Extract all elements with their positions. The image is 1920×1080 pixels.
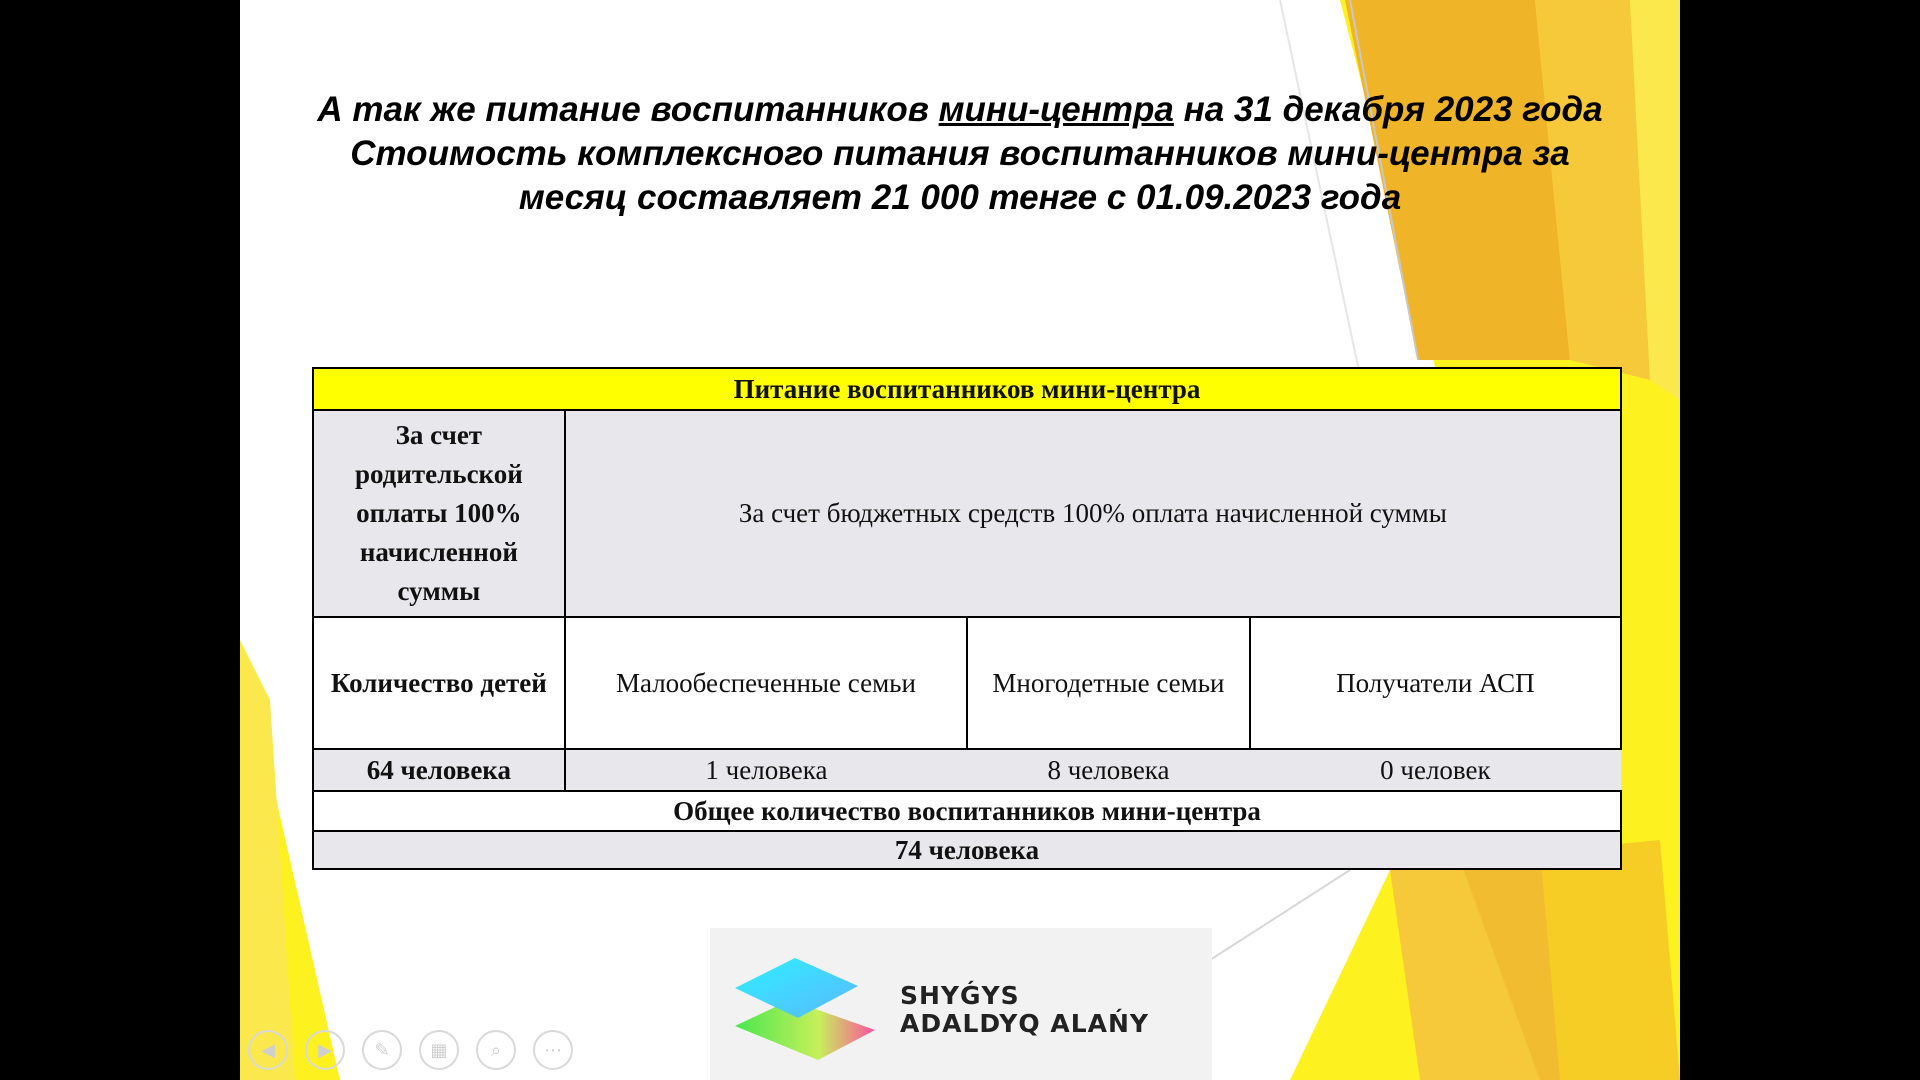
title-line-1-end: на 31 декабря 2023 года [1173, 90, 1603, 129]
total-value-row [313, 831, 1621, 869]
slides-grid-icon[interactable]: ▦ [419, 1030, 459, 1070]
pen-icon[interactable]: ✎ [362, 1030, 402, 1070]
low-income-value: 1 человека [565, 749, 967, 791]
category-row [313, 617, 1621, 749]
low-income-header: Малообеспеченные семьи [565, 617, 967, 749]
logo-text [900, 982, 1149, 1038]
zoom-icon[interactable]: ⌕ [476, 1030, 516, 1070]
title-line-3: месяц составляет 21 000 тенге с 01.09.2023 года [518, 178, 1402, 217]
table-header: Питание воспитанников мини-центра [313, 368, 1621, 410]
budget-payment-cell: За счет бюджетных средств 100% оплата начисленной суммы [565, 410, 1621, 617]
large-families-value: 8 человека [967, 749, 1250, 791]
asp-recipients-header: Получатели АСП [1250, 617, 1621, 749]
title-line-1-underlined: мини-центра [938, 90, 1174, 129]
nutrition-table [312, 367, 1622, 870]
asp-recipients-value: 0 человек [1250, 749, 1621, 791]
title-line-1-start: А так же питание воспитанников [317, 90, 939, 129]
children-count-value: 64 человека [313, 749, 565, 791]
large-families-header: Многодетные семьи [967, 617, 1250, 749]
presentation-slide [240, 0, 1680, 1080]
payment-source-row [313, 410, 1621, 617]
title-line-1 [280, 88, 1640, 132]
logo-text-line-1: SHYǴYS [900, 981, 1020, 1010]
total-value: 74 человека [313, 831, 1621, 869]
logo-text-line-2: ADALDYQ ALAŃY [900, 1009, 1150, 1038]
parent-payment-cell: За счет родительской оплаты 100% начисленной суммы [313, 410, 565, 617]
slide-title [280, 88, 1640, 220]
title-line-2: Стоимость комплексного питания воспитанников мини-центра за [350, 134, 1570, 173]
total-label-row [313, 791, 1621, 831]
more-options-icon[interactable]: ⋯ [533, 1030, 573, 1070]
organization-logo [710, 928, 1212, 1080]
table-header-row [313, 368, 1621, 410]
logo-mark-icon [730, 948, 880, 1068]
children-count-header: Количество детей [313, 617, 565, 749]
counts-row [313, 749, 1621, 791]
next-slide-icon[interactable]: ▶ [305, 1030, 345, 1070]
total-label: Общее количество воспитанников мини-центра [313, 791, 1621, 831]
previous-slide-icon[interactable]: ◀ [248, 1030, 288, 1070]
